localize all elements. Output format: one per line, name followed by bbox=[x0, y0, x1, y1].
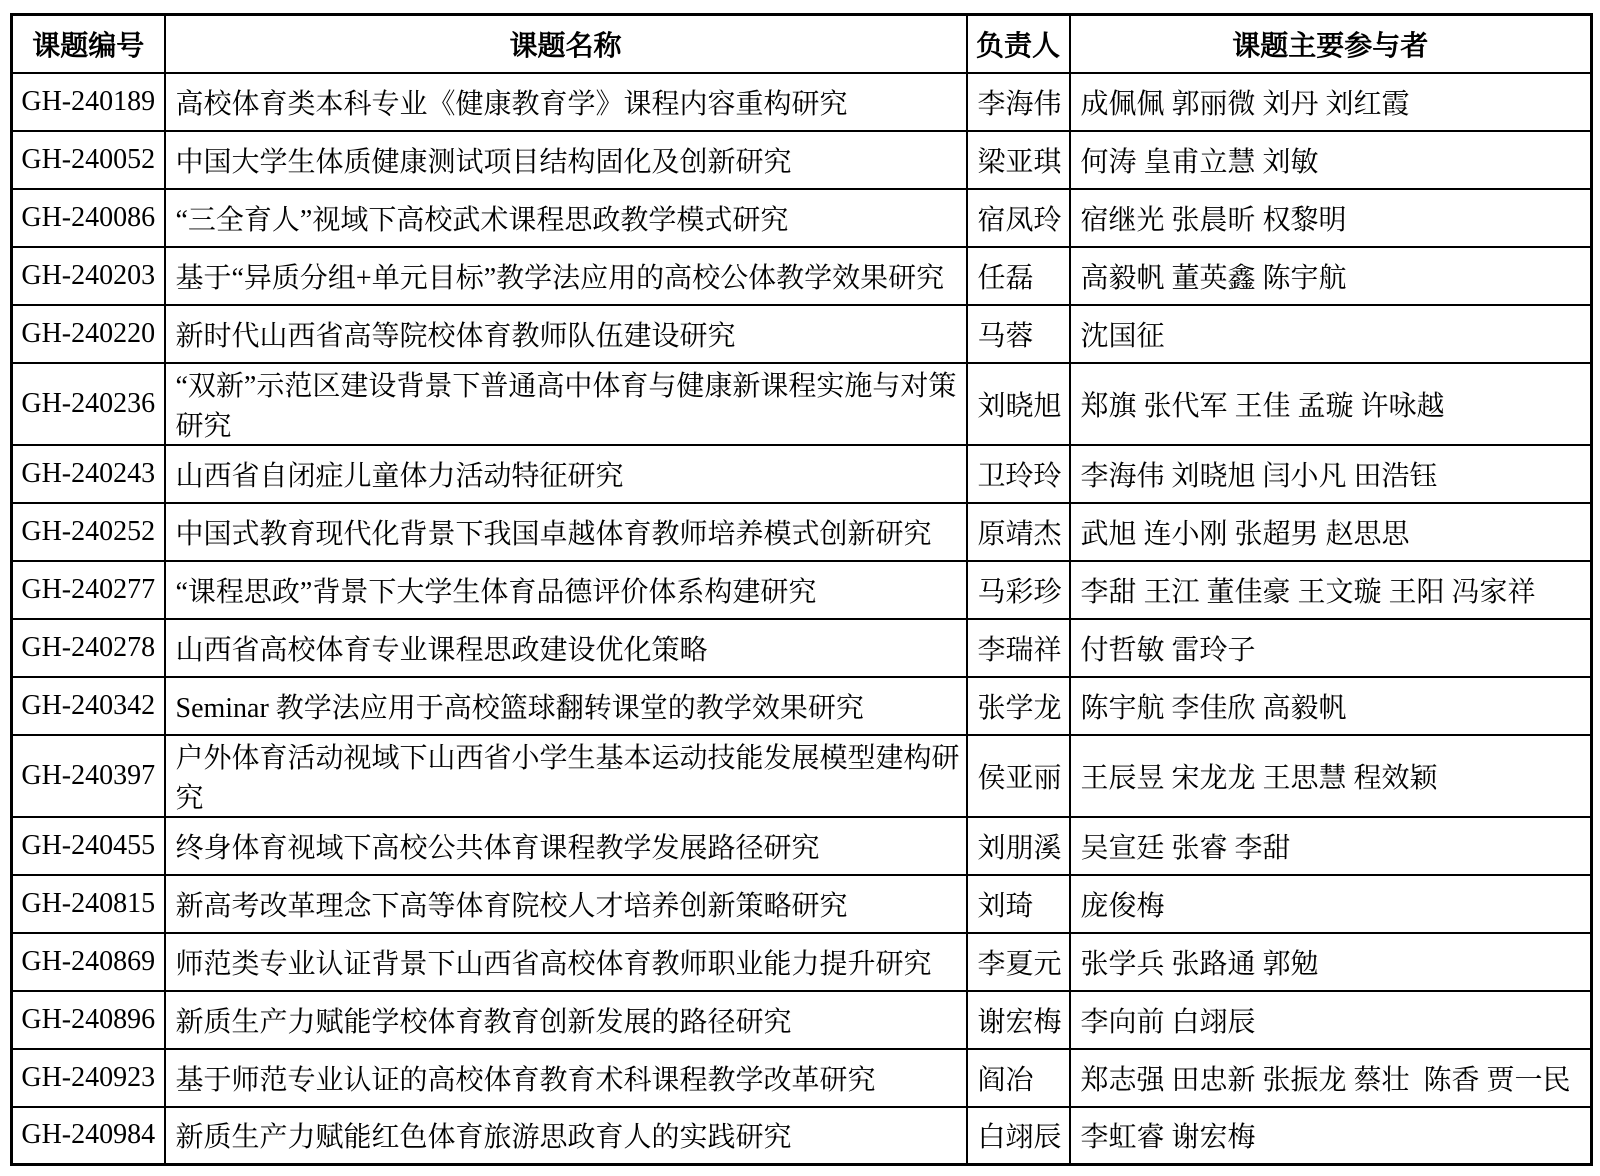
table-row bbox=[12, 677, 1592, 735]
project-participants-cell: 庞俊梅 bbox=[1070, 875, 1592, 933]
project-participants-cell: 张学兵 张路通 郭勉 bbox=[1070, 933, 1592, 991]
project-participants-cell: 宿继光 张晨昕 权黎明 bbox=[1070, 189, 1592, 247]
table-row bbox=[12, 131, 1592, 189]
project-title-cell: 中国式教育现代化背景下我国卓越体育教师培养模式创新研究 bbox=[165, 503, 967, 561]
project-id-cell: GH-240236 bbox=[12, 363, 165, 445]
project-leader-cell: 卫玲玲 bbox=[967, 445, 1070, 503]
project-participants-cell: 郑旗 张代军 王佳 孟璇 许咏越 bbox=[1070, 363, 1592, 445]
table-row bbox=[12, 305, 1592, 363]
project-title-cell: “课程思政”背景下大学生体育品德评价体系构建研究 bbox=[165, 561, 967, 619]
project-title-cell: 新质生产力赋能学校体育教育创新发展的路径研究 bbox=[165, 991, 967, 1049]
project-leader-cell: 宿凤玲 bbox=[967, 189, 1070, 247]
project-participants-cell: 郑志强 田忠新 张振龙 蔡壮 陈香 贾一民 bbox=[1070, 1049, 1592, 1107]
project-participants-cell: 陈宇航 李佳欣 高毅帆 bbox=[1070, 677, 1592, 735]
project-leader-cell: 张学龙 bbox=[967, 677, 1070, 735]
project-participants-cell: 武旭 连小刚 张超男 赵思思 bbox=[1070, 503, 1592, 561]
project-id-cell: GH-240086 bbox=[12, 189, 165, 247]
project-leader-cell: 刘晓旭 bbox=[967, 363, 1070, 445]
project-title-cell: 基于“异质分组+单元目标”教学法应用的高校公体教学效果研究 bbox=[165, 247, 967, 305]
project-title-cell: 中国大学生体质健康测试项目结构固化及创新研究 bbox=[165, 131, 967, 189]
project-id-cell: GH-240896 bbox=[12, 991, 165, 1049]
project-leader-cell: 马彩珍 bbox=[967, 561, 1070, 619]
table-row bbox=[12, 619, 1592, 677]
project-participants-cell: 沈国征 bbox=[1070, 305, 1592, 363]
column-header-leader: 负责人 bbox=[967, 15, 1070, 73]
project-leader-cell: 梁亚琪 bbox=[967, 131, 1070, 189]
table-row bbox=[12, 933, 1592, 991]
projects-table bbox=[10, 13, 1593, 1166]
project-id-cell: GH-240220 bbox=[12, 305, 165, 363]
project-id-cell: GH-240342 bbox=[12, 677, 165, 735]
project-id-cell: GH-240252 bbox=[12, 503, 165, 561]
project-title-cell: 师范类专业认证背景下山西省高校体育教师职业能力提升研究 bbox=[165, 933, 967, 991]
project-title-cell: 终身体育视域下高校公共体育课程教学发展路径研究 bbox=[165, 817, 967, 875]
project-participants-cell: 李甜 王江 董佳豪 王文璇 王阳 冯家祥 bbox=[1070, 561, 1592, 619]
project-title-cell: 户外体育活动视域下山西省小学生基本运动技能发展模型建构研究 bbox=[165, 735, 967, 817]
project-leader-cell: 刘琦 bbox=[967, 875, 1070, 933]
header-row bbox=[12, 15, 1592, 73]
project-id-cell: GH-240397 bbox=[12, 735, 165, 817]
project-leader-cell: 原靖杰 bbox=[967, 503, 1070, 561]
project-leader-cell: 任磊 bbox=[967, 247, 1070, 305]
project-participants-cell: 李海伟 刘晓旭 闫小凡 田浩钰 bbox=[1070, 445, 1592, 503]
project-participants-cell: 成佩佩 郭丽微 刘丹 刘红霞 bbox=[1070, 73, 1592, 131]
table-row bbox=[12, 363, 1592, 445]
project-id-cell: GH-240815 bbox=[12, 875, 165, 933]
table-row bbox=[12, 1049, 1592, 1107]
project-participants-cell: 高毅帆 董英鑫 陈宇航 bbox=[1070, 247, 1592, 305]
project-title-cell: 新质生产力赋能红色体育旅游思政育人的实践研究 bbox=[165, 1107, 967, 1165]
project-leader-cell: 李海伟 bbox=[967, 73, 1070, 131]
project-id-cell: GH-240455 bbox=[12, 817, 165, 875]
project-title-cell: “三全育人”视域下高校武术课程思政教学模式研究 bbox=[165, 189, 967, 247]
project-id-cell: GH-240189 bbox=[12, 73, 165, 131]
project-participants-cell: 王辰昱 宋龙龙 王思慧 程效颖 bbox=[1070, 735, 1592, 817]
project-title-cell: 山西省高校体育专业课程思政建设优化策略 bbox=[165, 619, 967, 677]
project-participants-cell: 何涛 皇甫立慧 刘敏 bbox=[1070, 131, 1592, 189]
project-participants-cell: 李虹睿 谢宏梅 bbox=[1070, 1107, 1592, 1165]
project-participants-cell: 李向前 白翊辰 bbox=[1070, 991, 1592, 1049]
project-title-cell: 高校体育类本科专业《健康教育学》课程内容重构研究 bbox=[165, 73, 967, 131]
project-leader-cell: 李夏元 bbox=[967, 933, 1070, 991]
project-title-cell: Seminar 教学法应用于高校篮球翻转课堂的教学效果研究 bbox=[165, 677, 967, 735]
table-row bbox=[12, 991, 1592, 1049]
project-title-cell: 新时代山西省高等院校体育教师队伍建设研究 bbox=[165, 305, 967, 363]
project-title-cell: “双新”示范区建设背景下普通高中体育与健康新课程实施与对策研究 bbox=[165, 363, 967, 445]
project-leader-cell: 阎冶 bbox=[967, 1049, 1070, 1107]
table-row bbox=[12, 1107, 1592, 1165]
project-participants-cell: 付哲敏 雷玲子 bbox=[1070, 619, 1592, 677]
project-id-cell: GH-240052 bbox=[12, 131, 165, 189]
project-id-cell: GH-240869 bbox=[12, 933, 165, 991]
project-title-cell: 基于师范专业认证的高校体育教育术科课程教学改革研究 bbox=[165, 1049, 967, 1107]
column-header-participants: 课题主要参与者 bbox=[1070, 15, 1592, 73]
table-row bbox=[12, 189, 1592, 247]
table-row bbox=[12, 247, 1592, 305]
table-row bbox=[12, 561, 1592, 619]
project-id-cell: GH-240277 bbox=[12, 561, 165, 619]
project-leader-cell: 刘朋溪 bbox=[967, 817, 1070, 875]
project-leader-cell: 谢宏梅 bbox=[967, 991, 1070, 1049]
project-leader-cell: 白翊辰 bbox=[967, 1107, 1070, 1165]
project-leader-cell: 李瑞祥 bbox=[967, 619, 1070, 677]
project-id-cell: GH-240278 bbox=[12, 619, 165, 677]
project-participants-cell: 吴宣廷 张睿 李甜 bbox=[1070, 817, 1592, 875]
project-leader-cell: 侯亚丽 bbox=[967, 735, 1070, 817]
table-row bbox=[12, 73, 1592, 131]
project-title-cell: 新高考改革理念下高等体育院校人才培养创新策略研究 bbox=[165, 875, 967, 933]
table-row bbox=[12, 875, 1592, 933]
column-header-project-title: 课题名称 bbox=[165, 15, 967, 73]
table-row bbox=[12, 503, 1592, 561]
project-id-cell: GH-240984 bbox=[12, 1107, 165, 1165]
table-row bbox=[12, 817, 1592, 875]
project-id-cell: GH-240203 bbox=[12, 247, 165, 305]
table-row bbox=[12, 735, 1592, 817]
table-row bbox=[12, 445, 1592, 503]
project-title-cell: 山西省自闭症儿童体力活动特征研究 bbox=[165, 445, 967, 503]
project-id-cell: GH-240923 bbox=[12, 1049, 165, 1107]
column-header-project-id: 课题编号 bbox=[12, 15, 165, 73]
project-leader-cell: 马蓉 bbox=[967, 305, 1070, 363]
project-id-cell: GH-240243 bbox=[12, 445, 165, 503]
